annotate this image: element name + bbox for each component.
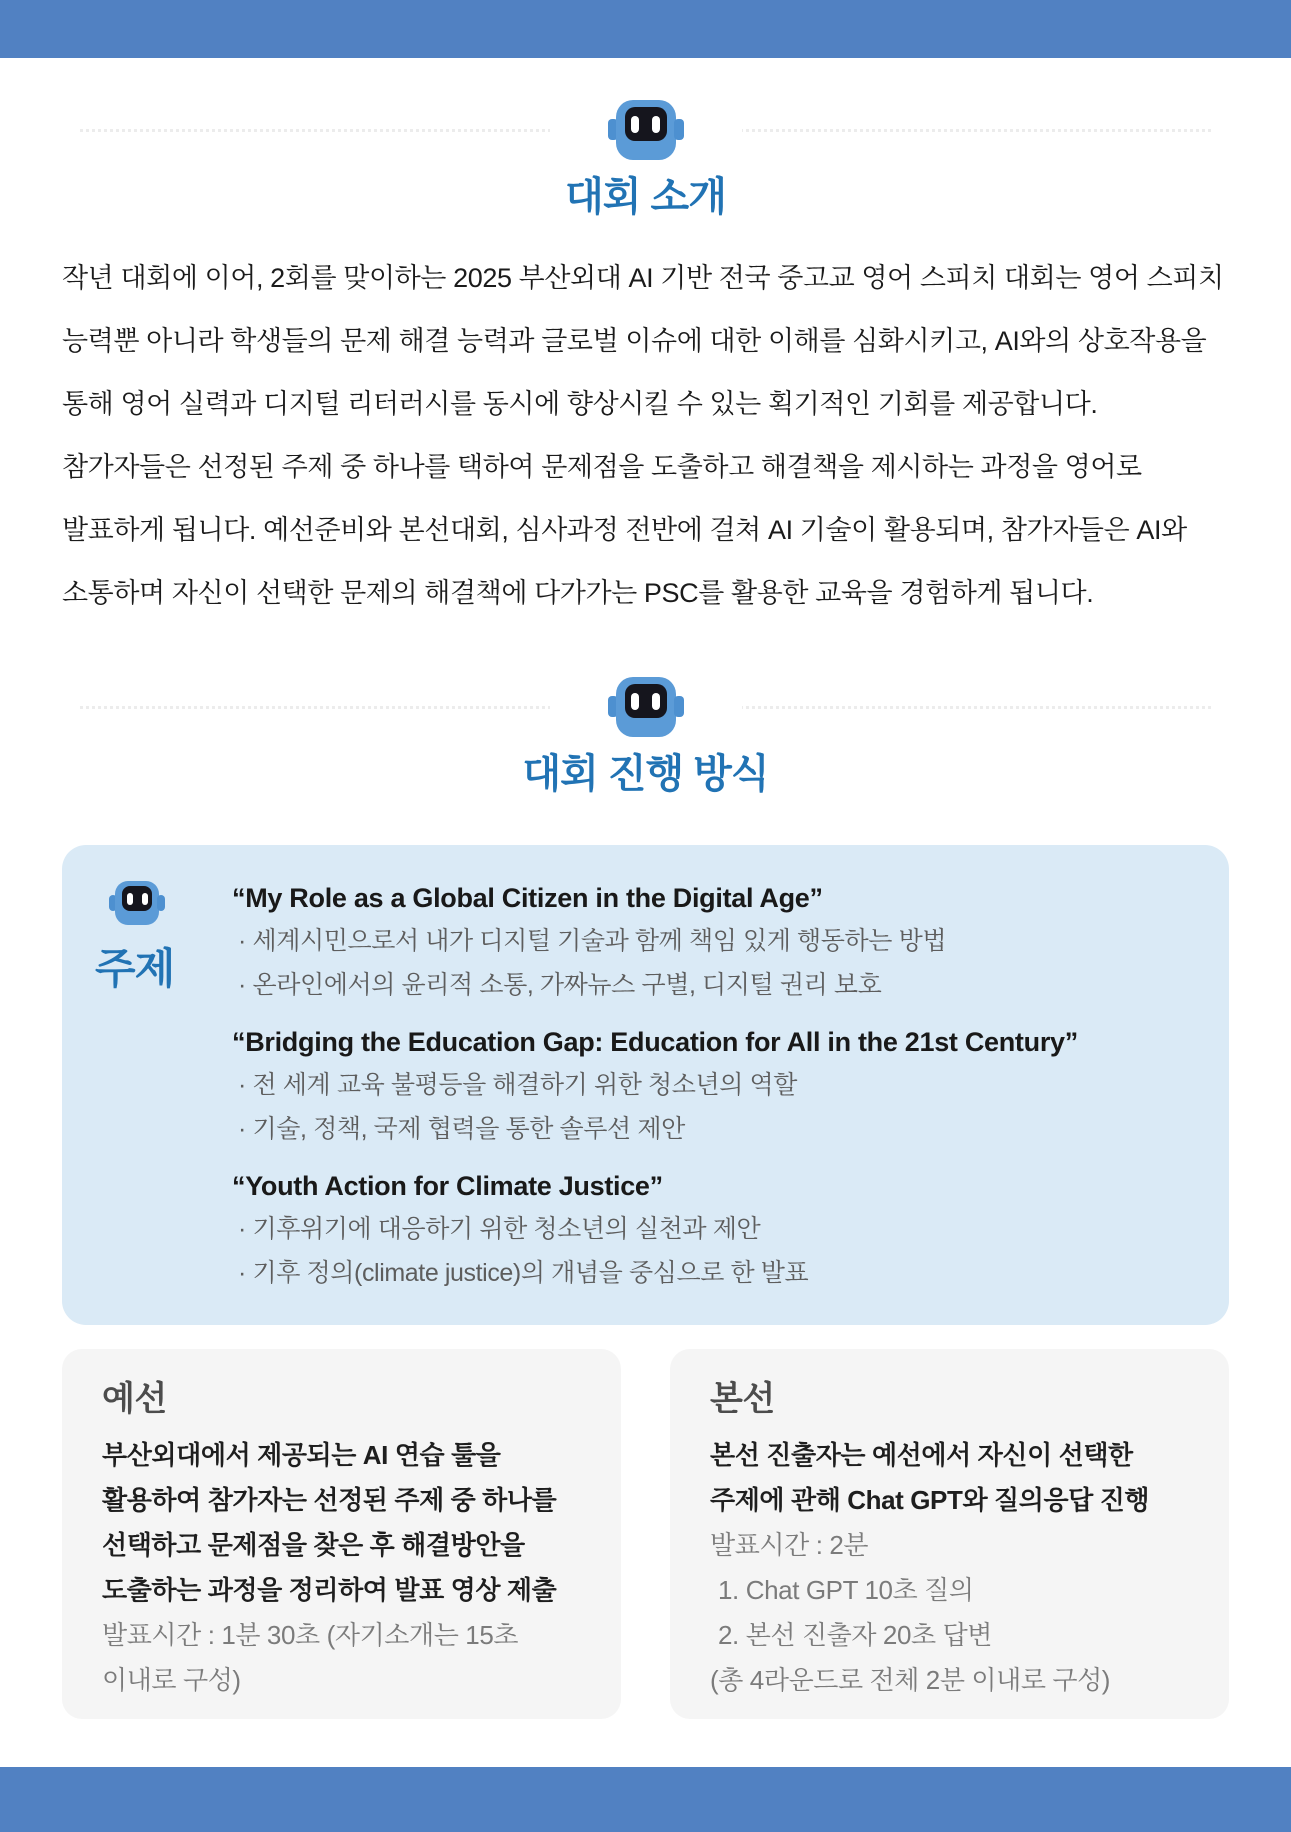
robot-eye-icon (652, 693, 660, 710)
robot-face-icon (122, 886, 152, 911)
topics-label-column (95, 875, 232, 1295)
topic-bullet: · 기술, 정책, 국제 협력을 통한 솔루션 제안 (238, 1115, 685, 1143)
final-card (670, 1349, 1229, 1719)
robot-eye-icon (652, 116, 660, 133)
robot-icon-wrap (550, 677, 742, 737)
topic-bullet: · 세계시민으로서 내가 디지털 기술과 함께 책임 있게 행동하는 방법 (238, 927, 947, 955)
method-section-header (0, 677, 1291, 798)
prelim-card (62, 1349, 621, 1719)
final-note: (총 4라운드로 전체 2분 이내로 구성) (710, 1665, 1111, 1695)
robot-icon (608, 100, 684, 160)
topic-bullet: · 온라인에서의 윤리적 소통, 가짜뉴스 구별, 디지털 권리 보호 (238, 971, 882, 999)
final-description: 본선 진출자는 예선에서 자신이 선택한 주제에 관해 Chat GPT와 질의응답 진행 (710, 1440, 1150, 1515)
method-section-title: 대회 진행 방식 (522, 752, 769, 796)
intro-section-title: 대회 소개 (565, 175, 726, 219)
robot-ear-icon (674, 119, 684, 140)
topics-content (232, 875, 1189, 1295)
topic-bullet: · 기후 정의(climate justice)의 개념을 중심으로 한 발표 (238, 1259, 809, 1287)
final-note: 2. 본선 진출자 20초 답변 (718, 1620, 993, 1650)
topic-heading: “Bridging the Education Gap: Education for All in the 21st Century” (232, 1027, 1078, 1057)
robot-eye-icon (127, 893, 133, 905)
topic-group (232, 877, 1189, 1007)
prelim-title: 예선 (102, 1380, 167, 1418)
robot-eye-icon (631, 116, 639, 133)
robot-eye-icon (631, 693, 639, 710)
rounds-row (62, 1349, 1229, 1719)
robot-face-icon (625, 107, 667, 141)
final-note: 1. Chat GPT 10초 질의 (718, 1575, 974, 1605)
intro-section-header (0, 100, 1291, 221)
topic-bullet: · 전 세계 교육 불평등을 해결하기 위한 청소년의 역할 (238, 1071, 798, 1099)
topic-heading: “My Role as a Global Citizen in the Digital Age” (232, 883, 823, 913)
robot-icon-wrap (550, 100, 742, 160)
intro-paragraph: 작년 대회에 이어, 2회를 맞이하는 2025 부산외대 AI 기반 전국 중고교 영어 스피치 대회는 영어 스피치 능력뿐 아니라 학생들의 문제 해결 능력과 글로벌 이슈에 대한 이해를 심화시키고, AI와의 상호작용을 통해 영어 실력과 디지털 리터러시를 동시에 향상시킬 수 있는 획기적인 기회를 제공합니다. 참가자들은 선정된 주제 중 하나를 택하여 문제점을 도출하고 해결책을 제시하는 과정을 영어로 발표하게 됩니다. 예선준비와 본선대회, 심사과정 전반에 걸쳐 AI 기술이 활용되며, 참가자들은 AI와 소통하며 자신이 선택한 문제의 해결책에 다가가는 PSC를 활용한 교육을 경험하게 됩니다. (62, 263, 1224, 608)
topics-panel (62, 845, 1229, 1325)
robot-ear-icon (674, 696, 684, 717)
prelim-description: 부산외대에서 제공되는 AI 연습 툴을 활용하여 참가자는 선정된 주제 중 하나를 선택하고 문제점을 찾은 후 해결방안을 도출하는 과정을 정리하여 발표 영상 제출 (102, 1440, 557, 1605)
robot-icon (109, 881, 165, 925)
robot-icon (608, 677, 684, 737)
top-accent-bar (0, 0, 1291, 58)
prelim-note: 발표시간 : 1분 30초 (자기소개는 15초 이내로 구성) (102, 1620, 519, 1695)
final-note: 발표시간 : 2분 (710, 1530, 869, 1560)
topic-group (232, 1165, 1189, 1295)
topic-heading: “Youth Action for Climate Justice” (232, 1171, 663, 1201)
topic-bullet: · 기후위기에 대응하기 위한 청소년의 실천과 제안 (238, 1215, 761, 1243)
topic-group (232, 1021, 1189, 1151)
robot-ear-icon (157, 895, 165, 911)
robot-eye-icon (142, 893, 148, 905)
robot-face-icon (625, 684, 667, 718)
topics-label: 주제 (95, 945, 175, 992)
bottom-accent-bar (0, 1767, 1291, 1832)
final-title: 본선 (710, 1380, 775, 1418)
